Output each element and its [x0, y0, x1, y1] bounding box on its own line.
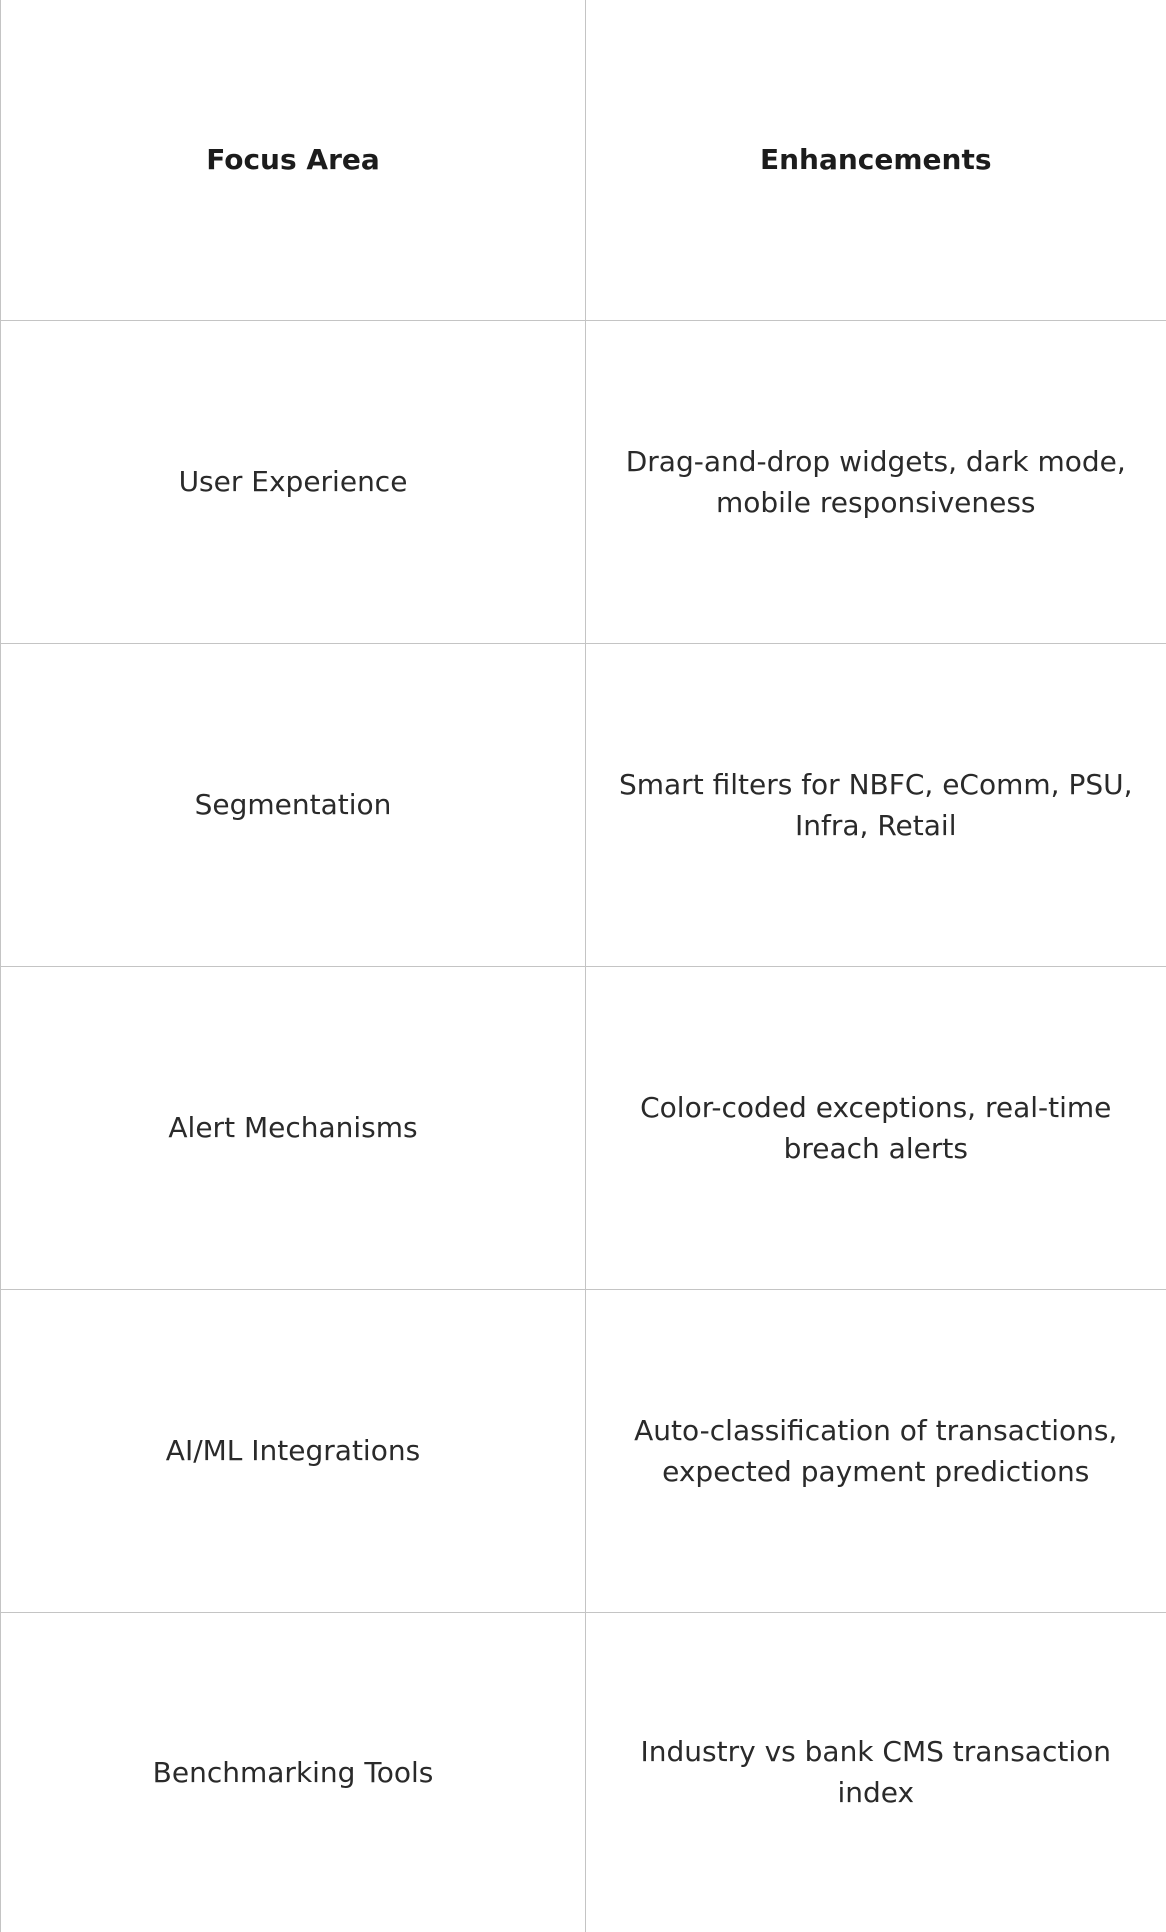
table-row — [1, 1289, 1166, 1612]
focus-area-cell: Benchmarking Tools — [1, 1612, 586, 1932]
enhancements-cell: Industry vs bank CMS transaction index — [586, 1612, 1166, 1932]
focus-area-cell: User Experience — [1, 320, 586, 643]
enhancements-cell: Color-coded exceptions, real-time breach alerts — [586, 966, 1166, 1289]
table-row — [1, 643, 1166, 966]
table-row — [1, 320, 1166, 643]
header-focus-area: Focus Area — [1, 0, 586, 320]
table-row — [1, 966, 1166, 1289]
focus-area-cell: Segmentation — [1, 643, 586, 966]
table-row — [1, 1612, 1166, 1932]
enhancements-cell: Auto-classification of transactions, expected payment predictions — [586, 1289, 1166, 1612]
focus-area-cell: AI/ML Integrations — [1, 1289, 586, 1612]
enhancements-cell: Smart filters for NBFC, eComm, PSU, Infra, Retail — [586, 643, 1166, 966]
table-header-row — [1, 0, 1166, 320]
enhancements-cell: Drag-and-drop widgets, dark mode, mobile responsiveness — [586, 320, 1166, 643]
focus-area-cell: Alert Mechanisms — [1, 966, 586, 1289]
header-enhancements: Enhancements — [586, 0, 1166, 320]
